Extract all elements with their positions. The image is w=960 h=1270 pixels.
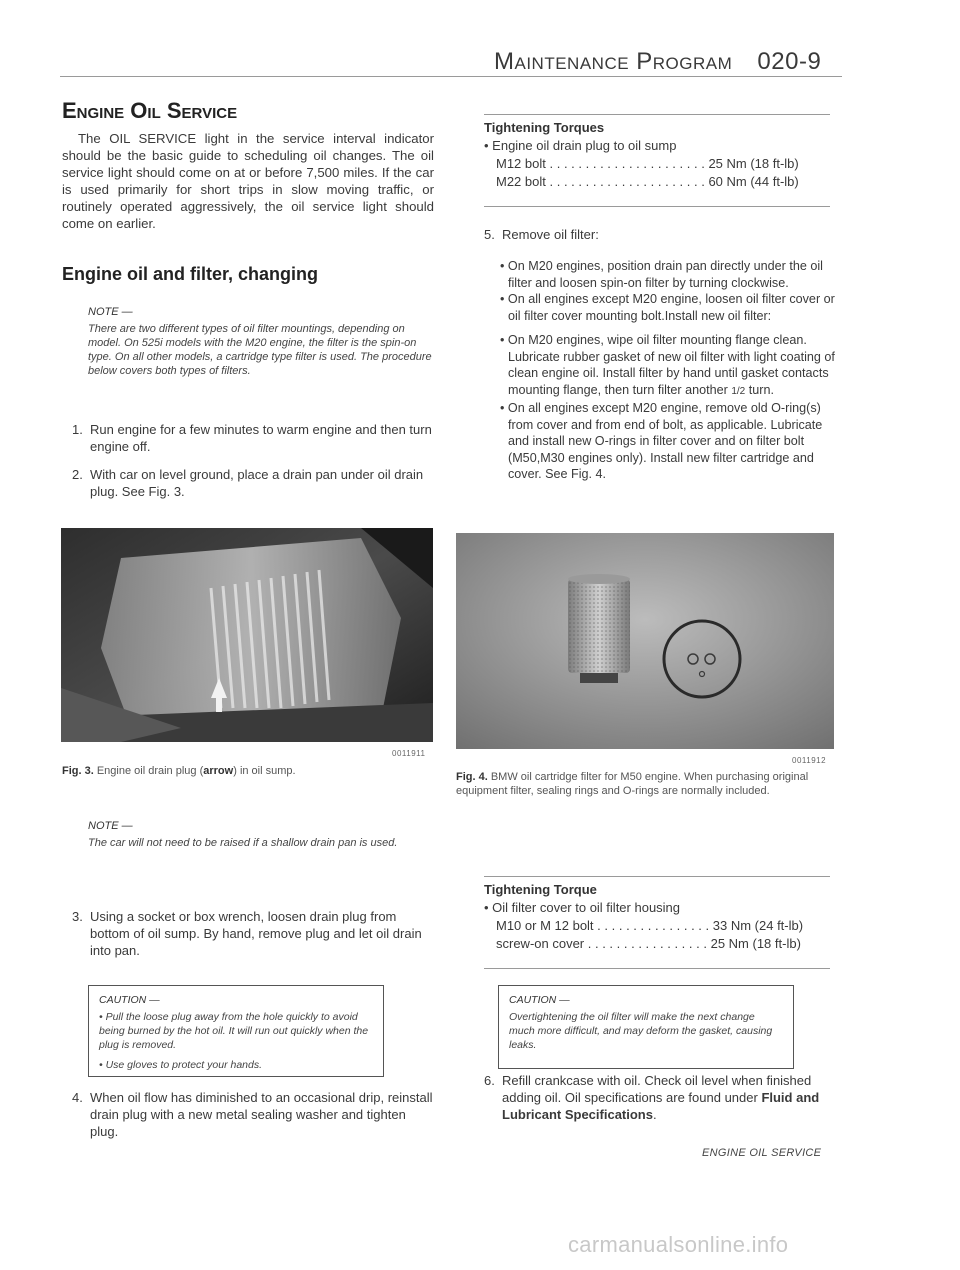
filter-bullet-2: • On all engines except M20 engine, loosen oil filter cover or oil filter cover mounting bolt.Install new oil filter:: [500, 292, 835, 323]
step-6-text: Refill crankcase with oil. Check oil level when finished adding oil. Oil specifications are found under: [502, 1073, 812, 1105]
step-1: [72, 421, 434, 455]
torque-row-label: screw-on cover: [496, 936, 585, 951]
step-number: 5.: [484, 227, 495, 242]
fig-3-caption: [62, 764, 434, 778]
filter-bullet-3-fraction: 1/2: [731, 385, 746, 397]
torque-rule-top-2: [484, 876, 830, 877]
fig-3-caption-bold: arrow: [203, 765, 234, 777]
fig-4-photo: [456, 533, 834, 749]
step-3: [72, 908, 434, 959]
step-text: [502, 1072, 836, 1123]
section-title: Engine Oil Service: [62, 98, 238, 123]
step-text: With car on level ground, place a drain pan under oil drain plug. See Fig. 3.: [90, 467, 424, 499]
torque-row-value: 25 Nm (18 ft-lb): [710, 936, 801, 951]
torque-row-dots: . . . . . . . . . . . . . . . . .: [587, 936, 707, 951]
intro-paragraph: The OIL SERVICE light in the service interval indicator should be the basic guide to scheduling oil changes. The oil service light should come on at or before 7,500 miles. If the car is used primarily for short trips in slow moving traffic, or routinely operated aggressively, the oil service light should come on earlier.: [62, 131, 434, 231]
fig-4-label: Fig. 4.: [456, 771, 488, 783]
running-head-title-1: Maintenance: [494, 48, 630, 75]
torque-row: [484, 173, 834, 191]
torque-title: Tightening Torque: [484, 882, 597, 897]
torque-row: [484, 917, 834, 935]
torque-row-label: M22 bolt: [496, 174, 546, 189]
subsection-title: Engine oil and filter, changing: [62, 264, 319, 284]
step-number: 3.: [72, 909, 83, 924]
filter-bullet-3-text: • On M20 engines, wipe oil filter mounting flange clean. Lubricate rubber gasket of new oil filter with light coating of clean engine oil. Install filter by hand until gasket contacts mounting flange, then turn filter another: [500, 333, 835, 397]
fig-3-caption-b: ) in oil sump.: [233, 765, 296, 777]
fig-4-caption: [456, 770, 840, 798]
note-block-1: [88, 306, 434, 378]
footer-section-label: ENGINE OIL SERVICE: [702, 1147, 822, 1159]
fig-4-id: 0011912: [792, 756, 827, 765]
filter-bullet-3: [500, 332, 836, 400]
fig-3-id: 0011911: [392, 749, 426, 758]
header-rule: [60, 76, 842, 77]
torque-row-label: M10 or M 12 bolt: [496, 918, 594, 933]
watermark: carmanualsonline.info: [568, 1232, 789, 1257]
step-number: 1.: [72, 422, 83, 437]
torque-row: [484, 935, 834, 953]
step-number: 6.: [484, 1073, 495, 1088]
note-text: The car will not need to be raised if a shallow drain pan is used.: [88, 837, 398, 849]
caution-label: CAUTION —: [99, 994, 160, 1006]
caution-item-2: • Use gloves to protect your hands.: [99, 1059, 263, 1071]
torque-row-value: 33 Nm (24 ft-lb): [712, 918, 804, 933]
torque-rule-bottom-2: [484, 968, 830, 969]
step-4: [72, 1089, 434, 1140]
fig-3-photo: [61, 528, 433, 742]
torque-title: Tightening Torques: [484, 120, 605, 135]
fig-3-label: Fig. 3.: [62, 765, 94, 777]
torque-item: • Engine oil drain plug to oil sump: [484, 138, 677, 153]
step-5: [484, 226, 834, 243]
step-number: 4.: [72, 1090, 83, 1105]
torque-item: • Oil filter cover to oil filter housing: [484, 900, 681, 915]
torque-row-dots: . . . . . . . . . . . . . . . .: [597, 918, 710, 933]
step-text: Remove oil filter:: [502, 227, 599, 242]
step-text: Using a socket or box wrench, loosen drain plug from bottom of oil sump. By hand, remove plug and let oil drain into pan.: [90, 909, 422, 958]
oil-filter-photo-illustration: [456, 533, 834, 749]
torque-rule-bottom-1: [484, 206, 830, 207]
step-text: Run engine for a few minutes to warm engine and then turn engine off.: [90, 422, 432, 454]
caution-box-2: [498, 985, 794, 1069]
step-6-end: .: [652, 1107, 657, 1122]
torque-row-label: M12 bolt: [496, 156, 546, 171]
torque-block-2: [484, 882, 834, 953]
oil-sump-photo-illustration: [61, 528, 433, 742]
torque-block-1: [484, 120, 834, 191]
torque-row-dots: . . . . . . . . . . . . . . . . . . . . . .: [549, 174, 705, 189]
torque-row-dots: . . . . . . . . . . . . . . . . . . . . . .: [549, 156, 705, 171]
note-label: NOTE —: [88, 306, 133, 318]
caution-text: Overtightening the oil filter will make the next change much more difficult, and may deform the gasket, causing leaks.: [509, 1011, 773, 1051]
step-text: When oil flow has diminished to an occasional drip, reinstall drain plug with a new metal sealing washer and tighten plug.: [90, 1090, 433, 1139]
filter-bullet-3-end: turn.: [745, 382, 774, 397]
page-number: 020-9: [757, 48, 822, 75]
torque-rule-top-1: [484, 114, 830, 115]
filter-bullets: [500, 258, 836, 483]
torque-row-value: 25 Nm (18 ft-lb): [708, 156, 799, 171]
filter-bullet-1: • On M20 engines, position drain pan directly under the oil filter and loosen spin-on filter by turning clockwise.: [500, 259, 823, 290]
step-2: [72, 466, 434, 500]
step-6: [484, 1072, 836, 1123]
fig-3-caption-a: Engine oil drain plug (: [96, 765, 204, 777]
caution-box-1: [88, 985, 384, 1077]
filter-bullet-4: • On all engines except M20 engine, remove old O-ring(s) from cover and from end of bolt, as applicable. Lubricate and install new O-rings in filter cover and on filter bolt (M50,M30 engines only). Install new filter cartridge and cover. See Fig. 4.: [500, 401, 823, 481]
note-block-2: [88, 820, 418, 850]
running-head: [494, 48, 821, 76]
step-number: 2.: [72, 467, 83, 482]
caution-label: CAUTION —: [509, 994, 570, 1006]
step-6-link-text: Fluid and Lubricant Specifications: [502, 1090, 820, 1122]
note-text: There are two different types of oil filter mountings, depending on model. On 525i models with the M20 engine, the filter is the spin-on type. On all other models, a cartridge type filter is used. The procedure below covers both types of filters.: [88, 323, 432, 377]
running-head-title-2: Program: [636, 48, 733, 75]
caution-item-1: • Pull the loose plug away from the hole quickly to avoid being burned by the hot oil. It will run out quickly when the plug is removed.: [99, 1011, 369, 1051]
torque-row-value: 60 Nm (44 ft-lb): [708, 174, 799, 189]
fig-4-caption-text: BMW oil cartridge filter for M50 engine. When purchasing original equipment filter, sealing rings and O-rings are normally included.: [456, 771, 809, 797]
torque-row: [484, 155, 834, 173]
note-label: NOTE —: [88, 820, 133, 832]
